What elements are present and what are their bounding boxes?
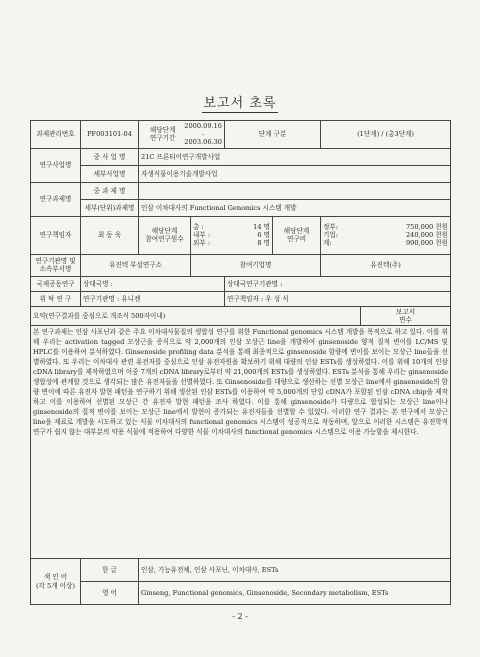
participant-count-label-1: 해당단계	[151, 226, 178, 235]
total-label: 총 :	[193, 222, 204, 231]
keywords-english-value: Ginseng, Functional genomics, Ginsenoside, Secondary metabolism, ESTs	[139, 582, 451, 605]
program-mid-value: 21C 프론티어연구개발사업	[139, 148, 451, 165]
institution-label	[31, 254, 81, 276]
row-summary-heading	[31, 306, 451, 325]
keywords-label-2: (각 5개 이상)	[35, 581, 75, 590]
row-project-detail	[31, 199, 451, 216]
program-label: 연구사업명	[31, 148, 81, 182]
external-value: 8 명	[257, 239, 271, 248]
row-program-sub	[31, 165, 451, 182]
project-main-value	[139, 182, 451, 199]
partner-company-label: 참여기업명	[191, 254, 321, 276]
summary-heading: 요약(연구결과를 중심으로 개조식 500자이내)	[31, 306, 361, 325]
researcher-name: 최 동 욱	[81, 216, 139, 254]
report-pages-label-2: 면수	[399, 315, 412, 324]
row-institution	[31, 254, 451, 276]
report-abstract-table	[30, 120, 451, 605]
summary-text: 본 연구과제는 인삼 사포닌과 같은 주요 이차대사물질의 생합성 연구를 위한 Functional genomics 시스템 개발을 목적으로 하고 있다. 이를 위해 우리는 activation tagged 모상근을 증식으로 약 2,000개의 인삼 모상근 line을 개발하여 ginsenoside 양적 질적 변이를 LC/MS 및 HPLC를 이용하여 분석하였다. Ginsenoside profiling data 분석을 통해 최종적으로 ginsenoside 함량에 변이를 보이는 모상근 line들을 선별하였다. 또 우리는 이차대사 관련 유전자를 중심으로 인삼 유전자원을 확보하기 위해 대량의 인삼 ESTs를 생성하였다. 이를 위해 10개의 인삼 cDNA library를 제작하였으며 이중 7개의 cDNA library로부터 약 21,000개의 ESTs를 생성하였다. ESTs 분석을 통해 우리는 ginsenoside 생합성에 관계할 것으로 생각되는 많은 유전자들을 선별하였다. 또 Ginsenoside를 대량으로 생산하는 선별 모상근 line에서 ginsenoside의 함량 변이에 따른 유전자 발현 패턴을 연구하기 위해 생산된 인삼 ESTs를 이용하여 약 5,000개의 단일 cDNA가 포함된 인삼 cDNA chip을 제작하고 이를 이용하여 선별된 모상근 간 유전자 발현 패턴을 조사 하였다. 이를 통해 ginsenoside가 다량으로 합성되는 모상근 line이나 ginsenoside의 질적 변이를 보이는 모상근 line에서 발현이 증가되는 유전자들을 선별할 수 있었다. 이러한 연구 결과는 본 연구에서 모상근 line을 재료로 개발을 시도하고 있는 식물 이차대사의 functional genomics 시스템이 성공적으로 작동하며, 앞으로 이러한 시스템은 유전학적 연구가 쉽지 않는 대부분의 약용 식물에 적용하여 다양한 식물 이차대사의 functional genomics 시스템으로 이용 가능함을 제시한다.	[31, 326, 451, 559]
keywords-label	[31, 559, 81, 605]
mgmt-no-value: PF003101-04	[81, 121, 139, 149]
internal-value: 6 명	[257, 231, 271, 240]
row-keywords-korean	[31, 559, 451, 582]
internal-label: 내부 :	[193, 231, 211, 240]
fund-label	[273, 216, 321, 254]
outsourcing-org: 연구기관명 : 유니젠	[81, 291, 225, 306]
row-management	[31, 121, 451, 149]
fund-label-1: 해당단계	[283, 226, 310, 235]
row-program-mid	[31, 148, 451, 165]
sum-label: 계:	[323, 239, 332, 248]
program-sub-value: 자생식물이용기술개발사업	[139, 165, 451, 182]
row-summary-body	[31, 326, 451, 559]
gov-value: 750,000 천원	[405, 222, 449, 231]
participant-counts	[191, 216, 273, 254]
period-end: - 2003.06.30	[184, 130, 223, 147]
row-researchers	[31, 216, 451, 254]
institution-label-1: 연구기관명 및	[35, 256, 76, 265]
row-international	[31, 276, 451, 291]
corp-label: 기업:	[323, 231, 338, 240]
fund-amounts	[321, 216, 451, 254]
intl-label: 국제공동연구	[31, 276, 81, 291]
program-mid-label: 중 사 업 명	[81, 148, 139, 165]
program-sub-label: 세부사업명	[81, 165, 139, 182]
period-start: 2000.09.16	[184, 122, 223, 130]
period-label-2: 연구기간	[149, 134, 176, 143]
row-keywords-english	[31, 582, 451, 605]
stage-value: (1단계) / (총3단계)	[321, 121, 451, 149]
stage-label: 단계 구분	[225, 121, 321, 149]
total-value: 14 명	[253, 222, 271, 231]
mgmt-no-label: 과제관리번호	[31, 121, 81, 149]
document-title-text: 보고서 초록	[203, 96, 277, 111]
page-number: - 2 -	[232, 612, 248, 621]
keywords-korean-label: 한 글	[81, 559, 139, 582]
external-label: 외부 :	[193, 239, 211, 248]
report-pages-label	[361, 306, 451, 325]
outsourcing-label: 위 탁 연 구	[31, 291, 81, 306]
project-detail-label: 세부(단위)과제명	[81, 199, 139, 216]
keywords-english-label: 영 어	[81, 582, 139, 605]
outsourcing-lead: 연구책임자 : 우 성 식	[225, 291, 451, 306]
participant-count-label	[139, 216, 191, 254]
institution-label-2: 소속부서명	[39, 265, 72, 274]
institution-value: 유진텍 부설연구소	[81, 254, 191, 276]
sum-value: 990,000 천원	[405, 239, 449, 248]
gov-label: 정부:	[323, 222, 338, 231]
keywords-label-1: 색 인 어	[43, 573, 68, 582]
period-label-1: 해당단계	[149, 126, 176, 135]
period-cell	[139, 121, 225, 149]
report-pages-label-1: 보고서	[395, 307, 416, 316]
fund-label-2: 연구비	[286, 235, 307, 244]
project-label: 연구과제명	[31, 182, 81, 216]
row-outsourcing	[31, 291, 451, 306]
row-project-main	[31, 182, 451, 199]
keywords-korean-value: 인삼, 기능유전체, 인삼 사포닌, 이차대사, ESTs	[139, 559, 451, 582]
intl-partner-country: 상대국명 :	[81, 276, 225, 291]
corp-value: 240,000 천원	[405, 231, 449, 240]
researcher-label: 연구책임자	[31, 216, 81, 254]
project-detail-value: 인삼 이차대사의 Functional Genomics 시스템 개발	[139, 199, 451, 216]
project-main-label: 중 과 제 명	[81, 182, 139, 199]
document-title	[0, 92, 480, 111]
partner-company-value: 유진텍(주)	[321, 254, 451, 276]
participant-count-label-2: 참여연구원수	[145, 235, 184, 244]
intl-partner-org: 상대국연구기관명 :	[225, 276, 451, 291]
